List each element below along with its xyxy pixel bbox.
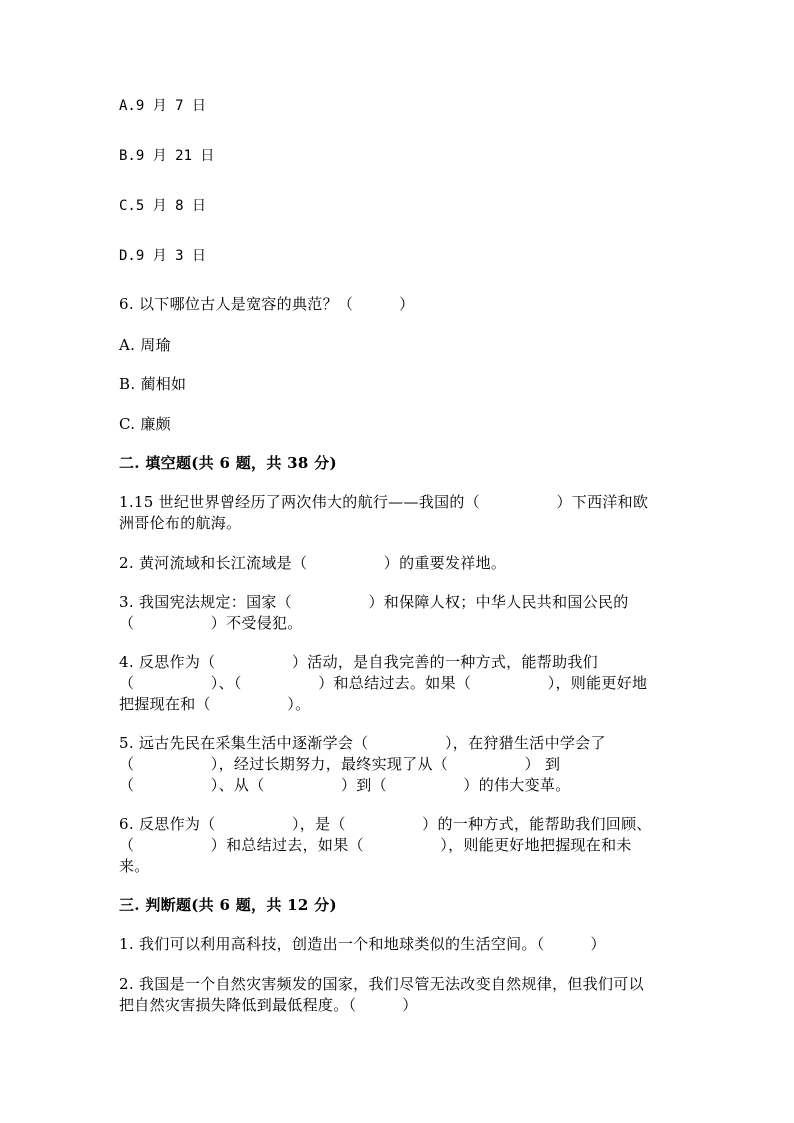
option-5b: B.9 月 21 日 xyxy=(119,148,215,164)
section-heading-judgment: 三. 判断题(共 6 题，共 12 分) xyxy=(119,896,337,914)
fill-question-1-line-2: 洲哥伦布的航海。 xyxy=(119,514,242,532)
option-5c: C.5 月 8 日 xyxy=(119,198,207,214)
fill-question-6-line-1: 6. 反思作为（ ），是（ ）的一种方式，能帮助我们回顾、 xyxy=(119,815,652,833)
option-5a: A.9 月 7 日 xyxy=(119,98,207,114)
fill-question-5-line-1: 5. 远古先民在采集生活中逐渐学会（ ），在狩猎生活中学会了 xyxy=(119,734,606,752)
fill-question-5-line-2: （ ），经过长期努力，最终实现了从（ ） 到 xyxy=(119,755,561,773)
option-6c: C. 廉颇 xyxy=(119,415,171,433)
fill-question-4-line-3: 把握现在和（ ）。 xyxy=(119,695,311,713)
fill-question-6-line-3: 来。 xyxy=(119,857,150,875)
fill-question-2-line-1: 2. 黄河流域和长江流域是（ ）的重要发祥地。 xyxy=(119,554,507,572)
fill-question-3-line-1: 3. 我国宪法规定：国家（ ）和保障人权；中华人民共和国公民的 xyxy=(119,593,629,611)
fill-question-5-line-3: （ ）、从（ ）到（ ）的伟大变革。 xyxy=(119,776,571,794)
fill-question-6-line-2: （ ）和总结过去，如果（ ），则能更好地把握现在和未 xyxy=(119,836,632,854)
judgment-question-2-line-1: 2. 我国是一个自然灾害频发的国家，我们尽管无法改变自然规律，但我们可以 xyxy=(119,975,644,993)
fill-question-4-line-1: 4. 反思作为（ ）活动，是自我完善的一种方式，能帮助我们 xyxy=(119,653,598,671)
fill-question-1-line-1: 1.15 世纪世界曾经历了两次伟大的航行——我国的（ ）下西洋和欧 xyxy=(119,493,649,511)
question-6: 6. 以下哪位古人是宽容的典范？（ ） xyxy=(119,295,415,313)
judgment-question-2-line-2: 把自然灾害损失降低到最低程度。（ ） xyxy=(119,996,418,1014)
judgment-question-1-line-1: 1. 我们可以利用高科技，创造出一个和地球类似的生活空间。（ ） xyxy=(119,935,606,953)
option-5d: D.9 月 3 日 xyxy=(119,248,207,264)
fill-question-4-line-2: （ ）、（ ）和总结过去。如果（ ），则能更好地 xyxy=(119,674,648,692)
fill-question-3-line-2: （ ）不受侵犯。 xyxy=(119,614,303,632)
section-heading-fill-blank: 二. 填空题(共 6 题，共 38 分) xyxy=(119,454,337,472)
option-6a: A. 周瑜 xyxy=(119,336,171,354)
option-6b: B. 蔺相如 xyxy=(119,375,187,393)
